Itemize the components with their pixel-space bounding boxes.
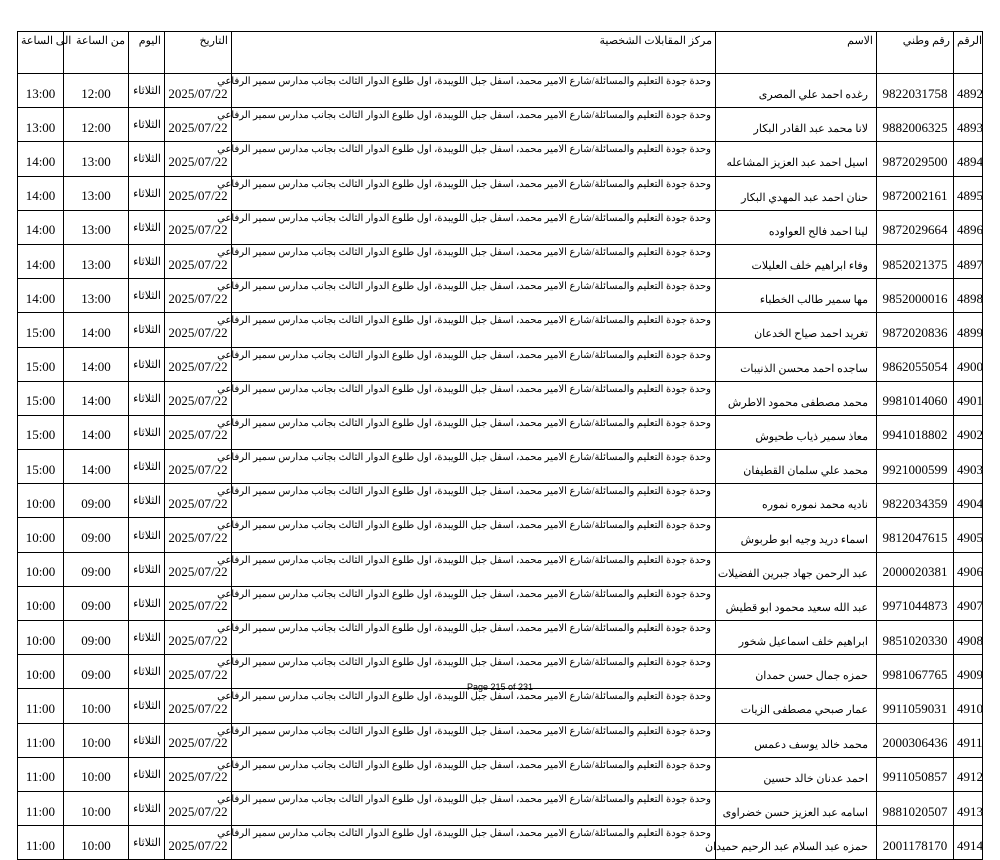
cell-from-time: 13:00 <box>64 279 129 313</box>
table-header-row <box>18 32 983 74</box>
cell-national-id: 9921000599 <box>877 450 954 484</box>
table-row <box>18 791 983 825</box>
cell-to-time: 13:00 <box>18 74 64 108</box>
cell-national-id: 9981014060 <box>877 381 954 415</box>
cell-name: اسيل احمد عبد العزيز المشاعله <box>716 142 877 176</box>
cell-name: عمار صبحي مصطفى الزيات <box>716 689 877 723</box>
cell-center: وحدة جودة التعليم والمسائلة/شارع الامير محمد، اسفل جبل اللويبدة، اول طلوع الدوار الثالث بجانب مدارس سمير الرفاعي <box>232 210 716 244</box>
cell-national-id: 9862055054 <box>877 347 954 381</box>
cell-day: الثلاثاء <box>129 244 165 278</box>
cell-name: اسماء دريد وجيه ابو طربوش <box>716 518 877 552</box>
cell-center: وحدة جودة التعليم والمسائلة/شارع الامير محمد، اسفل جبل اللويبدة، اول طلوع الدوار الثالث بجانب مدارس سمير الرفاعي <box>232 381 716 415</box>
cell-day: الثلاثاء <box>129 757 165 791</box>
cell-number: 4914 <box>954 826 983 860</box>
table-row <box>18 210 983 244</box>
cell-number: 4907 <box>954 586 983 620</box>
header-date: التاريخ <box>165 32 232 74</box>
cell-center: وحدة جودة التعليم والمسائلة/شارع الامير محمد، اسفل جبل اللويبدة، اول طلوع الدوار الثالث بجانب مدارس سمير الرفاعي <box>232 484 716 518</box>
cell-number: 4912 <box>954 757 983 791</box>
cell-center: وحدة جودة التعليم والمسائلة/شارع الامير محمد، اسفل جبل اللويبدة، اول طلوع الدوار الثالث بجانب مدارس سمير الرفاعي <box>232 347 716 381</box>
cell-date: 2025/07/22 <box>165 518 232 552</box>
cell-day: الثلاثاء <box>129 313 165 347</box>
cell-name: تغريد احمد صياح الخدعان <box>716 313 877 347</box>
table-row <box>18 74 983 108</box>
cell-center: وحدة جودة التعليم والمسائلة/شارع الامير محمد، اسفل جبل اللويبدة، اول طلوع الدوار الثالث بجانب مدارس سمير الرفاعي <box>232 108 716 142</box>
cell-day: الثلاثاء <box>129 826 165 860</box>
cell-national-id: 9852000016 <box>877 279 954 313</box>
cell-center: وحدة جودة التعليم والمسائلة/شارع الامير محمد، اسفل جبل اللويبدة، اول طلوع الدوار الثالث بجانب مدارس سمير الرفاعي <box>232 552 716 586</box>
cell-number: 4906 <box>954 552 983 586</box>
cell-to-time: 10:00 <box>18 518 64 552</box>
table-row <box>18 450 983 484</box>
cell-name: محمد مصطفى محمود الاطرش <box>716 381 877 415</box>
cell-name: حمزه عبد السلام عبد الرحيم حميدان <box>716 826 877 860</box>
cell-name: اسامه عبد العزيز حسن خضراوى <box>716 791 877 825</box>
cell-day: الثلاثاء <box>129 74 165 108</box>
cell-number: 4913 <box>954 791 983 825</box>
cell-day: الثلاثاء <box>129 176 165 210</box>
cell-date: 2025/07/22 <box>165 791 232 825</box>
cell-to-time: 15:00 <box>18 313 64 347</box>
cell-date: 2025/07/22 <box>165 484 232 518</box>
cell-center: وحدة جودة التعليم والمسائلة/شارع الامير محمد، اسفل جبل اللويبدة، اول طلوع الدوار الثالث بجانب مدارس سمير الرفاعي <box>232 723 716 757</box>
cell-national-id: 9911059031 <box>877 689 954 723</box>
cell-name: لانا محمد عبد القادر البكار <box>716 108 877 142</box>
cell-national-id: 9822034359 <box>877 484 954 518</box>
cell-national-id: 9882006325 <box>877 108 954 142</box>
cell-to-time: 10:00 <box>18 621 64 655</box>
cell-to-time: 15:00 <box>18 415 64 449</box>
header-day: اليوم <box>129 32 165 74</box>
cell-center: وحدة جودة التعليم والمسائلة/شارع الامير محمد، اسفل جبل اللويبدة، اول طلوع الدوار الثالث بجانب مدارس سمير الرفاعي <box>232 313 716 347</box>
cell-center: وحدة جودة التعليم والمسائلة/شارع الامير محمد، اسفل جبل اللويبدة، اول طلوع الدوار الثالث بجانب مدارس سمير الرفاعي <box>232 279 716 313</box>
table-row <box>18 757 983 791</box>
cell-name: مها سمير طالب الخطباء <box>716 279 877 313</box>
cell-center: وحدة جودة التعليم والمسائلة/شارع الامير محمد، اسفل جبل اللويبدة، اول طلوع الدوار الثالث بجانب مدارس سمير الرفاعي <box>232 415 716 449</box>
cell-number: 4910 <box>954 689 983 723</box>
cell-to-time: 10:00 <box>18 655 64 689</box>
cell-to-time: 14:00 <box>18 210 64 244</box>
cell-center: وحدة جودة التعليم والمسائلة/شارع الامير محمد، اسفل جبل اللويبدة، اول طلوع الدوار الثالث بجانب مدارس سمير الرفاعي <box>232 518 716 552</box>
cell-from-time: 09:00 <box>64 552 129 586</box>
cell-to-time: 11:00 <box>18 826 64 860</box>
cell-day: الثلاثاء <box>129 586 165 620</box>
table-row <box>18 244 983 278</box>
cell-from-time: 10:00 <box>64 757 129 791</box>
cell-day: الثلاثاء <box>129 142 165 176</box>
cell-to-time: 15:00 <box>18 381 64 415</box>
cell-to-time: 11:00 <box>18 757 64 791</box>
cell-date: 2025/07/22 <box>165 723 232 757</box>
cell-center: وحدة جودة التعليم والمسائلة/شارع الامير محمد، اسفل جبل اللويبدة، اول طلوع الدوار الثالث بجانب مدارس سمير الرفاعي <box>232 450 716 484</box>
cell-date: 2025/07/22 <box>165 279 232 313</box>
cell-national-id: 9881020507 <box>877 791 954 825</box>
table-row <box>18 826 983 860</box>
cell-date: 2025/07/22 <box>165 347 232 381</box>
table-row <box>18 347 983 381</box>
cell-date: 2025/07/22 <box>165 757 232 791</box>
cell-from-time: 09:00 <box>64 621 129 655</box>
cell-to-time: 11:00 <box>18 689 64 723</box>
cell-day: الثلاثاء <box>129 621 165 655</box>
cell-to-time: 10:00 <box>18 586 64 620</box>
header-number: الرقم <box>954 32 983 74</box>
cell-name: احمد عدنان خالد حسين <box>716 757 877 791</box>
cell-number: 4902 <box>954 415 983 449</box>
cell-date: 2025/07/22 <box>165 826 232 860</box>
cell-to-time: 13:00 <box>18 108 64 142</box>
cell-from-time: 13:00 <box>64 176 129 210</box>
cell-from-time: 13:00 <box>64 244 129 278</box>
cell-date: 2025/07/22 <box>165 689 232 723</box>
cell-date: 2025/07/22 <box>165 313 232 347</box>
cell-center: وحدة جودة التعليم والمسائلة/شارع الامير محمد، اسفل جبل اللويبدة، اول طلوع الدوار الثالث بجانب مدارس سمير الرفاعي <box>232 176 716 210</box>
cell-from-time: 10:00 <box>64 791 129 825</box>
cell-center: وحدة جودة التعليم والمسائلة/شارع الامير محمد، اسفل جبل اللويبدة، اول طلوع الدوار الثالث بجانب مدارس سمير الرفاعي <box>232 244 716 278</box>
cell-national-id: 9981067765 <box>877 655 954 689</box>
cell-to-time: 10:00 <box>18 552 64 586</box>
cell-center: وحدة جودة التعليم والمسائلة/شارع الامير محمد، اسفل جبل اللويبدة، اول طلوع الدوار الثالث بجانب مدارس سمير الرفاعي <box>232 689 716 723</box>
cell-from-time: 14:00 <box>64 347 129 381</box>
cell-national-id: 2000020381 <box>877 552 954 586</box>
cell-number: 4896 <box>954 210 983 244</box>
cell-national-id: 9822031758 <box>877 74 954 108</box>
cell-date: 2025/07/22 <box>165 108 232 142</box>
header-center: مركز المقابلات الشخصية <box>232 32 716 74</box>
cell-national-id: 9851020330 <box>877 621 954 655</box>
cell-center: وحدة جودة التعليم والمسائلة/شارع الامير محمد، اسفل جبل اللويبدة، اول طلوع الدوار الثالث بجانب مدارس سمير الرفاعي <box>232 791 716 825</box>
cell-center: وحدة جودة التعليم والمسائلة/شارع الامير محمد، اسفل جبل اللويبدة، اول طلوع الدوار الثالث بجانب مدارس سمير الرفاعي <box>232 757 716 791</box>
table-row <box>18 108 983 142</box>
cell-national-id: 9812047615 <box>877 518 954 552</box>
cell-name: ابراهيم خلف اسماعيل شخور <box>716 621 877 655</box>
cell-day: الثلاثاء <box>129 655 165 689</box>
cell-from-time: 12:00 <box>64 108 129 142</box>
cell-to-time: 14:00 <box>18 244 64 278</box>
cell-to-time: 14:00 <box>18 176 64 210</box>
header-name: الاسم <box>716 32 877 74</box>
table-row <box>18 484 983 518</box>
cell-center: وحدة جودة التعليم والمسائلة/شارع الامير محمد، اسفل جبل اللويبدة، اول طلوع الدوار الثالث بجانب مدارس سمير الرفاعي <box>232 586 716 620</box>
cell-date: 2025/07/22 <box>165 142 232 176</box>
cell-day: الثلاثاء <box>129 381 165 415</box>
cell-number: 4903 <box>954 450 983 484</box>
cell-from-time: 09:00 <box>64 655 129 689</box>
cell-date: 2025/07/22 <box>165 450 232 484</box>
cell-day: الثلاثاء <box>129 279 165 313</box>
table-row <box>18 552 983 586</box>
cell-number: 4909 <box>954 655 983 689</box>
header-to-time: الى الساعة <box>18 32 64 74</box>
cell-day: الثلاثاء <box>129 484 165 518</box>
cell-date: 2025/07/22 <box>165 552 232 586</box>
cell-name: محمد علي سلمان القطيفان <box>716 450 877 484</box>
table-row <box>18 415 983 449</box>
cell-day: الثلاثاء <box>129 723 165 757</box>
cell-day: الثلاثاء <box>129 415 165 449</box>
cell-center: وحدة جودة التعليم والمسائلة/شارع الامير محمد، اسفل جبل اللويبدة، اول طلوع الدوار الثالث بجانب مدارس سمير الرفاعي <box>232 142 716 176</box>
cell-center: وحدة جودة التعليم والمسائلة/شارع الامير محمد، اسفل جبل اللويبدة، اول طلوع الدوار الثالث بجانب مدارس سمير الرفاعي <box>232 621 716 655</box>
cell-number: 4893 <box>954 108 983 142</box>
cell-day: الثلاثاء <box>129 450 165 484</box>
cell-name: عبد الرحمن جهاد جبرين الفضيلات <box>716 552 877 586</box>
cell-number: 4895 <box>954 176 983 210</box>
cell-from-time: 10:00 <box>64 689 129 723</box>
cell-number: 4897 <box>954 244 983 278</box>
cell-date: 2025/07/22 <box>165 586 232 620</box>
cell-national-id: 9971044873 <box>877 586 954 620</box>
cell-number: 4900 <box>954 347 983 381</box>
table-row <box>18 723 983 757</box>
table-row <box>18 176 983 210</box>
cell-date: 2025/07/22 <box>165 210 232 244</box>
cell-day: الثلاثاء <box>129 108 165 142</box>
cell-from-time: 14:00 <box>64 313 129 347</box>
cell-name: رغده احمد علي المصرى <box>716 74 877 108</box>
cell-day: الثلاثاء <box>129 689 165 723</box>
table-row <box>18 621 983 655</box>
cell-to-time: 14:00 <box>18 279 64 313</box>
table-row <box>18 518 983 552</box>
cell-date: 2025/07/22 <box>165 621 232 655</box>
cell-from-time: 09:00 <box>64 484 129 518</box>
cell-number: 4899 <box>954 313 983 347</box>
cell-number: 4911 <box>954 723 983 757</box>
cell-day: الثلاثاء <box>129 210 165 244</box>
cell-name: معاذ سمير ذياب طحيوش <box>716 415 877 449</box>
cell-from-time: 12:00 <box>64 74 129 108</box>
table-row <box>18 142 983 176</box>
cell-day: الثلاثاء <box>129 552 165 586</box>
table-row <box>18 313 983 347</box>
cell-from-time: 14:00 <box>64 450 129 484</box>
cell-to-time: 14:00 <box>18 142 64 176</box>
cell-name: حمزه جمال حسن حمدان <box>716 655 877 689</box>
cell-number: 4905 <box>954 518 983 552</box>
table-row <box>18 689 983 723</box>
cell-national-id: 9872002161 <box>877 176 954 210</box>
cell-number: 4904 <box>954 484 983 518</box>
cell-date: 2025/07/22 <box>165 176 232 210</box>
cell-number: 4894 <box>954 142 983 176</box>
cell-date: 2025/07/22 <box>165 655 232 689</box>
cell-center: وحدة جودة التعليم والمسائلة/شارع الامير محمد، اسفل جبل اللويبدة، اول طلوع الدوار الثالث بجانب مدارس سمير الرفاعي <box>232 826 716 860</box>
cell-to-time: 15:00 <box>18 450 64 484</box>
cell-from-time: 13:00 <box>64 210 129 244</box>
cell-national-id: 9872029664 <box>877 210 954 244</box>
cell-national-id: 9852021375 <box>877 244 954 278</box>
cell-national-id: 2001178170 <box>877 826 954 860</box>
cell-name: محمد خالد يوسف دعمس <box>716 723 877 757</box>
cell-number: 4892 <box>954 74 983 108</box>
cell-national-id: 9941018802 <box>877 415 954 449</box>
cell-national-id: 2000306436 <box>877 723 954 757</box>
cell-national-id: 9911050857 <box>877 757 954 791</box>
cell-number: 4901 <box>954 381 983 415</box>
cell-to-time: 11:00 <box>18 791 64 825</box>
page-number: Page 215 of 231 <box>466 682 534 692</box>
cell-number: 4898 <box>954 279 983 313</box>
cell-name: حنان احمد عبد المهدي البكار <box>716 176 877 210</box>
cell-from-time: 14:00 <box>64 381 129 415</box>
header-from-time: من الساعة <box>64 32 129 74</box>
cell-center: وحدة جودة التعليم والمسائلة/شارع الامير محمد، اسفل جبل اللويبدة، اول طلوع الدوار الثالث بجانب مدارس سمير الرفاعي <box>232 655 716 689</box>
cell-to-time: 15:00 <box>18 347 64 381</box>
cell-from-time: 10:00 <box>64 723 129 757</box>
table-row <box>18 279 983 313</box>
cell-from-time: 09:00 <box>64 586 129 620</box>
cell-national-id: 9872020836 <box>877 313 954 347</box>
cell-center: وحدة جودة التعليم والمسائلة/شارع الامير محمد، اسفل جبل اللويبدة، اول طلوع الدوار الثالث بجانب مدارس سمير الرفاعي <box>232 74 716 108</box>
cell-day: الثلاثاء <box>129 791 165 825</box>
cell-name: ساجده احمد محسن الذنيبات <box>716 347 877 381</box>
interview-schedule-table <box>17 31 983 860</box>
cell-day: الثلاثاء <box>129 518 165 552</box>
cell-to-time: 11:00 <box>18 723 64 757</box>
cell-date: 2025/07/22 <box>165 415 232 449</box>
cell-date: 2025/07/22 <box>165 381 232 415</box>
cell-from-time: 10:00 <box>64 826 129 860</box>
cell-from-time: 14:00 <box>64 415 129 449</box>
header-national-id: رقم وطني <box>877 32 954 74</box>
cell-to-time: 10:00 <box>18 484 64 518</box>
table-row <box>18 381 983 415</box>
cell-number: 4908 <box>954 621 983 655</box>
cell-name: وفاء ابراهيم خلف العليلات <box>716 244 877 278</box>
table-row <box>18 586 983 620</box>
cell-national-id: 9872029500 <box>877 142 954 176</box>
cell-name: عبد الله سعيد محمود ابو قطيش <box>716 586 877 620</box>
cell-day: الثلاثاء <box>129 347 165 381</box>
cell-from-time: 09:00 <box>64 518 129 552</box>
cell-name: لينا احمد فالح العواوده <box>716 210 877 244</box>
cell-name: ناديه محمد نموره نموره <box>716 484 877 518</box>
cell-from-time: 13:00 <box>64 142 129 176</box>
cell-date: 2025/07/22 <box>165 244 232 278</box>
cell-date: 2025/07/22 <box>165 74 232 108</box>
